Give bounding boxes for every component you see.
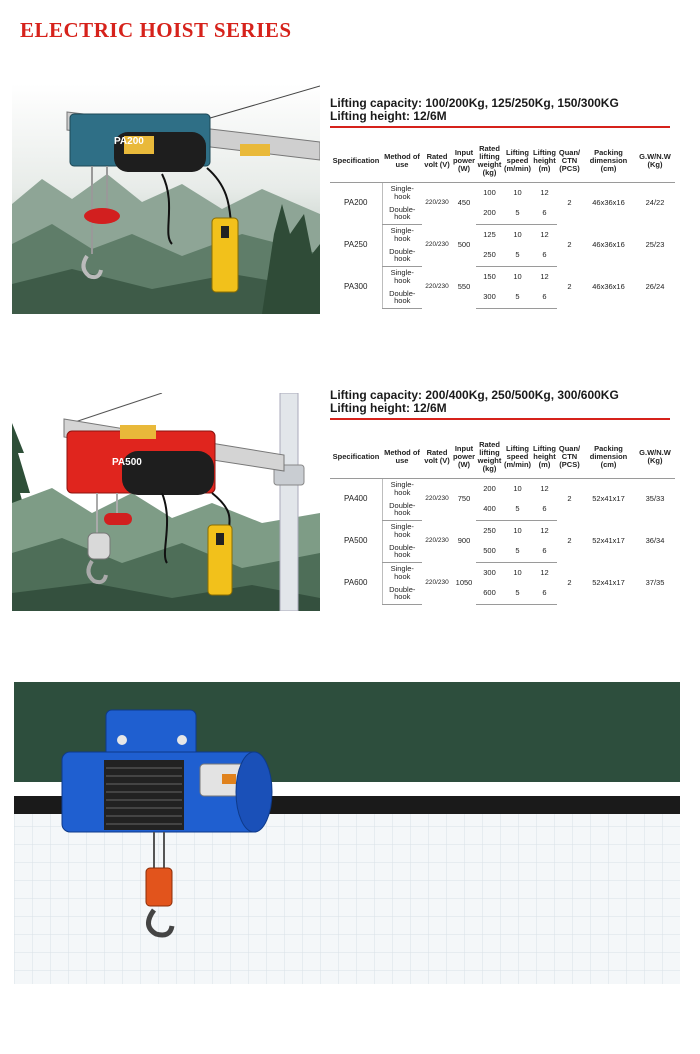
col-volt: Rated volt (V) — [422, 436, 452, 478]
height-cell: 6 — [532, 583, 557, 604]
pack-cell: 46x36x16 — [592, 282, 625, 291]
gw-cell: 35/33 — [645, 494, 665, 504]
speed-cell: 10 — [513, 567, 522, 577]
col-height: Lifting height (m) — [532, 436, 557, 478]
power-cell: 750 — [457, 494, 471, 504]
hoist-badge-1: PA200 — [114, 136, 144, 147]
lifting-height-2: Lifting height: 12/6M — [330, 401, 447, 415]
speed-cell: 5 — [503, 287, 532, 308]
method-cell: Single-hook — [382, 182, 422, 203]
model-cell: PA300 — [344, 282, 368, 291]
speed-cell: 10 — [513, 187, 522, 197]
qty-cell: 2 — [567, 282, 572, 291]
speed-cell: 5 — [503, 583, 532, 604]
table-row — [330, 520, 675, 541]
qty-cell: 2 — [567, 240, 572, 249]
speed-cell: 5 — [503, 541, 532, 562]
speed-cell: 10 — [513, 229, 522, 239]
page-title: ELECTRIC HOIST SERIES — [20, 18, 292, 42]
table-row — [330, 182, 675, 203]
method-cell: Single-hook — [382, 520, 422, 541]
method-cell: Double-hook — [382, 287, 422, 308]
method-cell: Single-hook — [382, 266, 422, 287]
weight-cell: 100 — [483, 187, 496, 197]
gw-cell: 24/22 — [645, 198, 665, 208]
height-cell: 12 — [540, 567, 549, 577]
height-cell: 12 — [540, 483, 549, 493]
col-specification: Specification — [330, 436, 382, 478]
weight-cell: 125 — [483, 229, 496, 239]
volt-cell: 220/230 — [425, 579, 449, 586]
pack-cell: 46x36x16 — [592, 240, 625, 249]
col-speed: Lifting speed (m/min) — [503, 436, 532, 478]
col-qty: Quan/ CTN (PCS) — [557, 436, 582, 478]
pack-cell: 46x36x16 — [592, 198, 625, 208]
weight-cell: 200 — [476, 203, 503, 224]
hoist-photo-pa500 — [12, 393, 320, 611]
spec-table-2 — [330, 436, 675, 605]
model-cell: PA200 — [344, 198, 368, 208]
speed-cell: 5 — [503, 499, 532, 520]
hoist-badge-2: PA500 — [112, 457, 142, 468]
table-row — [330, 562, 675, 583]
qty-cell: 2 — [567, 536, 572, 545]
speed-cell: 5 — [503, 245, 532, 266]
weight-cell: 300 — [483, 567, 496, 577]
col-volt: Rated volt (V) — [422, 140, 452, 182]
col-packing: Packing dimension (cm) — [582, 140, 635, 182]
gw-cell: 26/24 — [645, 282, 665, 291]
section-rule-1 — [330, 126, 670, 128]
method-cell: Single-hook — [382, 562, 422, 583]
section-2-header — [330, 389, 675, 420]
col-height: Lifting height (m) — [532, 140, 557, 182]
height-cell: 6 — [532, 203, 557, 224]
speed-cell: 10 — [513, 483, 522, 493]
weight-cell: 250 — [483, 525, 496, 535]
col-power: Input power (W) — [452, 140, 476, 182]
pack-cell: 52x41x17 — [592, 536, 625, 545]
volt-cell: 220/230 — [425, 199, 449, 207]
gw-cell: 37/35 — [645, 578, 665, 587]
power-cell: 550 — [457, 282, 471, 291]
model-cell: PA500 — [344, 536, 368, 545]
volt-cell: 220/230 — [425, 537, 449, 544]
model-cell: PA600 — [344, 578, 368, 587]
weight-cell: 200 — [483, 483, 496, 493]
col-packing: Packing dimension (cm) — [582, 436, 635, 478]
gw-cell: 36/34 — [645, 536, 665, 545]
weight-cell: 500 — [476, 541, 503, 562]
table-row — [330, 478, 675, 499]
qty-cell: 2 — [567, 494, 572, 504]
section-1-header — [330, 97, 675, 128]
height-cell: 12 — [540, 229, 549, 239]
qty-cell: 2 — [567, 578, 572, 587]
qty-cell: 2 — [567, 198, 572, 208]
model-cell: PA250 — [344, 240, 368, 249]
speed-cell: 10 — [513, 525, 522, 535]
power-cell: 900 — [457, 536, 471, 545]
volt-cell: 220/230 — [425, 283, 449, 290]
table-row — [330, 266, 675, 287]
volt-cell: 220/230 — [425, 495, 449, 503]
model-cell: PA400 — [344, 494, 368, 504]
col-weight: Rated lifting weight (kg) — [476, 140, 503, 182]
height-cell: 12 — [540, 525, 549, 535]
col-power: Input power (W) — [452, 436, 476, 478]
col-speed: Lifting speed (m/min) — [503, 140, 532, 182]
table-row — [330, 224, 675, 245]
method-cell: Double-hook — [382, 245, 422, 266]
height-cell: 6 — [532, 245, 557, 266]
power-cell: 1050 — [455, 578, 473, 587]
col-method: Method of use — [382, 436, 422, 478]
col-gw: G.W/N.W (Kg) — [635, 140, 675, 182]
method-cell: Single-hook — [382, 224, 422, 245]
height-cell: 12 — [540, 187, 549, 197]
volt-cell: 220/230 — [425, 241, 449, 248]
hoist-photo-pa200 — [12, 84, 320, 314]
lifting-capacity-2: Lifting capacity: 200/400Kg, 250/500Kg, 300/600KG — [330, 388, 619, 402]
pack-cell: 52x41x17 — [592, 494, 625, 504]
weight-cell: 300 — [476, 287, 503, 308]
method-cell: Single-hook — [382, 478, 422, 499]
method-cell: Double-hook — [382, 499, 422, 520]
col-method: Method of use — [382, 140, 422, 182]
weight-cell: 150 — [483, 271, 496, 281]
col-weight: Rated lifting weight (kg) — [476, 436, 503, 478]
weight-cell: 250 — [476, 245, 503, 266]
lifting-height-1: Lifting height: 12/6M — [330, 109, 447, 123]
col-gw: G.W/N.W (Kg) — [635, 436, 675, 478]
weight-cell: 400 — [476, 499, 503, 520]
method-cell: Double-hook — [382, 203, 422, 224]
power-cell: 500 — [457, 240, 471, 249]
height-cell: 6 — [532, 541, 557, 562]
height-cell: 6 — [532, 287, 557, 308]
power-cell: 450 — [457, 198, 471, 208]
section-rule-2 — [330, 418, 670, 420]
spec-table-1 — [330, 140, 675, 309]
gw-cell: 25/23 — [645, 240, 665, 249]
method-cell: Double-hook — [382, 583, 422, 604]
weight-cell: 600 — [476, 583, 503, 604]
height-cell: 12 — [540, 271, 549, 281]
lifting-capacity-1: Lifting capacity: 100/200Kg, 125/250Kg, 150/300KG — [330, 96, 619, 110]
method-cell: Double-hook — [382, 541, 422, 562]
speed-cell: 10 — [513, 271, 522, 281]
pack-cell: 52x41x17 — [592, 578, 625, 587]
wire-rope-hoist-photo — [14, 682, 680, 984]
speed-cell: 5 — [503, 203, 532, 224]
height-cell: 6 — [532, 499, 557, 520]
col-specification: Specification — [330, 140, 382, 182]
col-qty: Quan/ CTN (PCS) — [557, 140, 582, 182]
